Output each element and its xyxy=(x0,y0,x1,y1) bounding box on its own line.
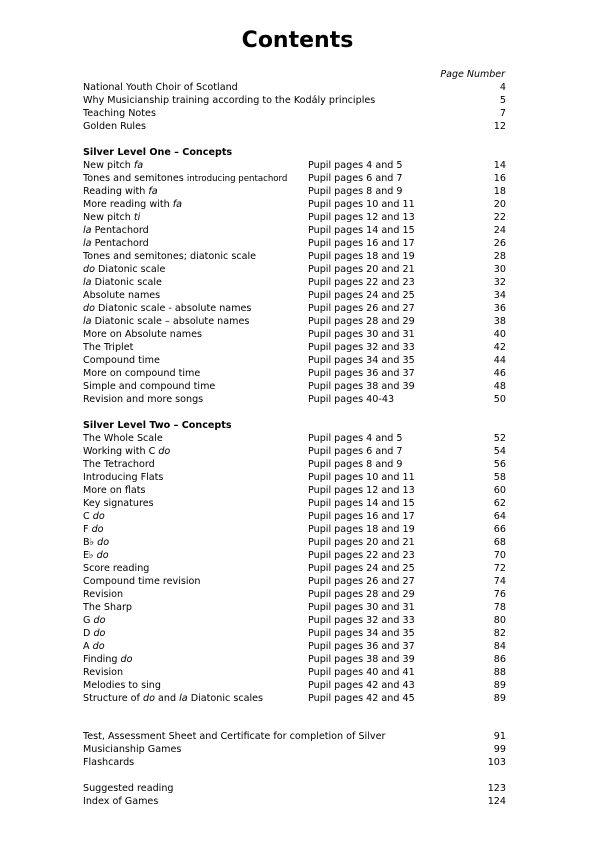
entry-title xyxy=(83,237,149,250)
pupil-pages: Pupil pages 16 and 17 xyxy=(308,238,415,249)
entry-title-part: Diatonic scale – absolute names xyxy=(91,316,250,327)
pupil-pages: Pupil pages 6 and 7 xyxy=(308,173,403,184)
entry-title-part: Introducing Flats xyxy=(83,472,164,483)
entry-title: Index of Games xyxy=(83,796,159,807)
entry-title xyxy=(83,471,163,484)
toc-entry xyxy=(83,367,506,380)
entry-title xyxy=(83,159,143,172)
entry-title xyxy=(83,367,200,380)
section-heading-label: Silver Level One – Concepts xyxy=(83,147,233,158)
pupil-pages: Pupil pages 30 and 31 xyxy=(308,329,415,340)
entry-title-part: New pitch xyxy=(83,212,134,223)
entry-title-part: la xyxy=(83,277,92,288)
pupil-pages: Pupil pages 6 and 7 xyxy=(308,446,403,457)
page-number: 12 xyxy=(493,121,506,132)
entry-title-part: ti xyxy=(133,212,141,223)
pupil-pages: Pupil pages 28 and 29 xyxy=(308,316,415,327)
entry-title-part: The Whole Scale xyxy=(83,433,163,444)
pupil-pages: Pupil pages 26 and 27 xyxy=(308,576,415,587)
page-number: 52 xyxy=(493,433,506,444)
entry-title xyxy=(83,432,163,445)
entry-title-part: Score reading xyxy=(83,563,150,574)
entry-title-part: Key signatures xyxy=(83,498,154,509)
page-number: 72 xyxy=(493,563,506,574)
page-number: 7 xyxy=(499,108,506,119)
toc-entry xyxy=(83,549,506,562)
page-number: 60 xyxy=(493,485,506,496)
pupil-pages: Pupil pages 30 and 31 xyxy=(308,602,415,613)
entry-title xyxy=(83,536,109,549)
entry-title-part: Finding xyxy=(83,654,121,665)
entry-title-part: Revision and more songs xyxy=(83,394,204,405)
entry-title-part: F xyxy=(83,524,92,535)
entry-title-part: Working with C xyxy=(83,446,159,457)
page-number: 124 xyxy=(487,796,506,807)
entry-title-part: la xyxy=(179,693,188,704)
toc-entry xyxy=(83,341,506,354)
pupil-pages: Pupil pages 8 and 9 xyxy=(308,186,403,197)
page-number: 88 xyxy=(493,667,506,678)
entry-title: Why Musicianship training according to the Kodály principles xyxy=(83,95,376,106)
toc-entry xyxy=(83,107,506,120)
toc-entry xyxy=(83,120,506,133)
entry-title xyxy=(83,380,215,393)
page-number: 30 xyxy=(493,264,506,275)
entry-title xyxy=(83,588,123,601)
pupil-pages: Pupil pages 14 and 15 xyxy=(308,225,415,236)
entry-title-part: Diatonic scale xyxy=(91,277,162,288)
entry-title-part: Reading with xyxy=(83,186,149,197)
page-number: 24 xyxy=(493,225,506,236)
toc-entry xyxy=(83,730,506,743)
page-number: 54 xyxy=(493,446,506,457)
entry-title xyxy=(83,172,287,186)
entry-title-part: Melodies to sing xyxy=(83,680,161,691)
toc-entry xyxy=(83,510,506,523)
page-number: 42 xyxy=(493,342,506,353)
section-heading xyxy=(83,146,506,159)
entry-title xyxy=(83,289,160,302)
entry-title-part: do xyxy=(83,303,95,314)
entry-title xyxy=(83,250,256,263)
pupil-pages: Pupil pages 38 and 39 xyxy=(308,381,415,392)
page-number: 28 xyxy=(493,251,506,262)
toc-entry xyxy=(83,562,506,575)
toc-entry xyxy=(83,536,506,549)
page-number: 22 xyxy=(493,212,506,223)
pupil-pages: Pupil pages 40-43 xyxy=(308,394,395,405)
entry-title xyxy=(83,614,105,627)
page-number: 26 xyxy=(493,238,506,249)
entry-title-part: do xyxy=(120,654,133,665)
entry-title-part: Absolute names xyxy=(83,290,161,301)
page-number: 36 xyxy=(493,303,506,314)
page-number: 50 xyxy=(493,394,506,405)
page-number: 76 xyxy=(493,589,506,600)
page-number: 20 xyxy=(493,199,506,210)
page-number: 84 xyxy=(493,641,506,652)
page-number: 89 xyxy=(493,680,506,691)
page-number: 70 xyxy=(493,550,506,561)
toc-entry xyxy=(83,523,506,536)
toc-entry xyxy=(83,795,506,808)
entry-title-part: Compound time xyxy=(83,355,160,366)
pupil-pages: Pupil pages 22 and 23 xyxy=(308,277,415,288)
toc-entry xyxy=(83,692,506,705)
toc-entry xyxy=(83,743,506,756)
toc-entry xyxy=(83,497,506,510)
pupil-pages: Pupil pages 32 and 33 xyxy=(308,342,415,353)
pupil-pages: Pupil pages 12 and 13 xyxy=(308,212,415,223)
page-number: 34 xyxy=(493,290,506,301)
entry-title: Test, Assessment Sheet and Certificate for completion of Silver xyxy=(83,731,386,742)
toc-entry xyxy=(83,94,506,107)
page-number: 38 xyxy=(493,316,506,327)
pupil-pages: Pupil pages 28 and 29 xyxy=(308,589,415,600)
entry-title-part: D xyxy=(83,628,94,639)
toc-entry xyxy=(83,211,506,224)
entry-title-part: More on compound time xyxy=(83,368,201,379)
page-number: 58 xyxy=(493,472,506,483)
entry-title: Musicianship Games xyxy=(83,744,182,755)
pupil-pages: Pupil pages 8 and 9 xyxy=(308,459,403,470)
entry-title xyxy=(83,224,149,237)
entry-title xyxy=(83,510,105,523)
entry-title-part: E♭ xyxy=(83,550,97,561)
toc-entry xyxy=(83,81,506,94)
toc-entry xyxy=(83,782,506,795)
entry-title xyxy=(83,198,182,211)
entry-title-part: do xyxy=(92,511,105,522)
entry-title xyxy=(83,627,105,640)
entry-title-part: Revision xyxy=(83,589,124,600)
pupil-pages: Pupil pages 34 and 35 xyxy=(308,628,415,639)
entry-title-part: fa xyxy=(148,186,158,197)
entry-title xyxy=(83,549,109,562)
toc-entry xyxy=(83,224,506,237)
pupil-pages: Pupil pages 10 and 11 xyxy=(308,472,415,483)
page-number: 86 xyxy=(493,654,506,665)
entry-title xyxy=(83,523,104,536)
page-number: 4 xyxy=(499,82,506,93)
entry-title-part: The Tetrachord xyxy=(83,459,155,470)
page-number: 48 xyxy=(493,381,506,392)
entry-title: Golden Rules xyxy=(83,121,146,132)
entry-title-part: G xyxy=(83,615,94,626)
toc-entry xyxy=(83,627,506,640)
entry-title-part: do xyxy=(97,537,110,548)
entry-title: Suggested reading xyxy=(83,783,174,794)
toc-entry xyxy=(83,315,506,328)
entry-title-part: do xyxy=(91,524,104,535)
entry-title-part: Tones and semitones; diatonic scale xyxy=(83,251,257,262)
page-number: 82 xyxy=(493,628,506,639)
toc-entry xyxy=(83,237,506,250)
entry-title xyxy=(83,640,105,653)
entry-title-part: More reading with xyxy=(83,199,173,210)
page-number: 123 xyxy=(487,783,506,794)
entry-title-part: do xyxy=(142,693,155,704)
entry-title xyxy=(83,458,155,471)
page-number: 46 xyxy=(493,368,506,379)
page-number: 14 xyxy=(493,160,506,171)
entry-title: Flashcards xyxy=(83,757,135,768)
toc-entry xyxy=(83,250,506,263)
page-number: 80 xyxy=(493,615,506,626)
entry-title-part: Compound time revision xyxy=(83,576,201,587)
entry-title xyxy=(83,341,133,354)
entry-title-part: Simple and compound time xyxy=(83,381,216,392)
entry-title xyxy=(83,263,165,276)
entry-title-part: A xyxy=(83,641,93,652)
entry-title xyxy=(83,211,140,224)
toc-entry xyxy=(83,679,506,692)
toc-entry xyxy=(83,653,506,666)
page-number: 16 xyxy=(493,173,506,184)
entry-title-part: More on Absolute names xyxy=(83,329,203,340)
pupil-pages: Pupil pages 26 and 27 xyxy=(308,303,415,314)
entry-title-part: Diatonic scales xyxy=(187,693,264,704)
toc-entry xyxy=(83,289,506,302)
pupil-pages: Pupil pages 24 and 25 xyxy=(308,290,415,301)
pupil-pages: Pupil pages 16 and 17 xyxy=(308,511,415,522)
page-number: 5 xyxy=(499,95,506,106)
entry-title xyxy=(83,692,263,705)
toc-entry xyxy=(83,354,506,367)
entry-title-part: fa xyxy=(172,199,182,210)
page-number: 64 xyxy=(493,511,506,522)
toc-entry xyxy=(83,172,506,185)
pupil-pages: Pupil pages 10 and 11 xyxy=(308,199,415,210)
entry-title xyxy=(83,393,203,406)
pupil-pages: Pupil pages 14 and 15 xyxy=(308,498,415,509)
toc-entry xyxy=(83,198,506,211)
entry-title-part: do xyxy=(83,264,95,275)
toc-entry xyxy=(83,263,506,276)
page-number: 78 xyxy=(493,602,506,613)
toc-entry xyxy=(83,588,506,601)
entry-title: Teaching Notes xyxy=(83,108,156,119)
page-number: 44 xyxy=(493,355,506,366)
page-number: 91 xyxy=(493,731,506,742)
entry-title xyxy=(83,653,133,666)
toc-entry xyxy=(83,432,506,445)
entry-title-part: and xyxy=(154,693,180,704)
entry-title: National Youth Choir of Scotland xyxy=(83,82,238,93)
toc-entry xyxy=(83,575,506,588)
toc-entry xyxy=(83,185,506,198)
entry-title xyxy=(83,484,146,497)
entry-title-part: do xyxy=(158,446,171,457)
toc-entry xyxy=(83,756,506,769)
pupil-pages: Pupil pages 4 and 5 xyxy=(308,433,403,444)
toc-entry xyxy=(83,302,506,315)
pupil-pages: Pupil pages 40 and 41 xyxy=(308,667,415,678)
toc-entry xyxy=(83,276,506,289)
entry-title xyxy=(83,445,170,458)
page-number: 99 xyxy=(493,744,506,755)
page-number: 68 xyxy=(493,537,506,548)
page-title: Contents xyxy=(241,28,354,53)
entry-title-part: More on flats xyxy=(83,485,146,496)
section-heading-label: Silver Level Two – Concepts xyxy=(83,420,232,431)
entry-title xyxy=(83,497,154,510)
entry-title-part: do xyxy=(96,550,109,561)
toc-entry xyxy=(83,328,506,341)
pupil-pages: Pupil pages 32 and 33 xyxy=(308,615,415,626)
pupil-pages: Pupil pages 22 and 23 xyxy=(308,550,415,561)
page-number: 62 xyxy=(493,498,506,509)
entry-title-part: New pitch xyxy=(83,160,134,171)
pupil-pages: Pupil pages 20 and 21 xyxy=(308,264,415,275)
page-number: 103 xyxy=(487,757,506,768)
toc-entry xyxy=(83,458,506,471)
toc-entry xyxy=(83,471,506,484)
entry-title xyxy=(83,562,149,575)
entry-title-part: The Triplet xyxy=(83,342,134,353)
entry-title-part: la xyxy=(83,225,92,236)
entry-title xyxy=(83,601,132,614)
toc-entry xyxy=(83,445,506,458)
entry-title-part: do xyxy=(93,628,106,639)
pupil-pages: Pupil pages 18 and 19 xyxy=(308,524,415,535)
entry-title-part: Pentachord xyxy=(91,225,149,236)
entry-title xyxy=(83,354,160,367)
entry-title xyxy=(83,328,202,341)
pupil-pages: Pupil pages 20 and 21 xyxy=(308,537,415,548)
toc-entry xyxy=(83,380,506,393)
toc-entry xyxy=(83,484,506,497)
entry-title-part: Revision xyxy=(83,667,124,678)
entry-title-part: Pentachord xyxy=(91,238,149,249)
page-number: 40 xyxy=(493,329,506,340)
pupil-pages: Pupil pages 36 and 37 xyxy=(308,641,415,652)
entry-title-part: do xyxy=(93,615,106,626)
toc-entry xyxy=(83,159,506,172)
entry-title-part: Tones and semitones xyxy=(83,173,187,184)
entry-title-part: introducing pentachord xyxy=(186,174,288,184)
entry-title-part: do xyxy=(92,641,105,652)
pupil-pages: Pupil pages 18 and 19 xyxy=(308,251,415,262)
entry-title xyxy=(83,276,162,289)
toc-entry xyxy=(83,614,506,627)
entry-title xyxy=(83,302,251,315)
page-number: 18 xyxy=(493,186,506,197)
entry-title-part: Diatonic scale xyxy=(94,264,166,275)
pupil-pages: Pupil pages 42 and 43 xyxy=(308,680,415,691)
entry-title-part: la xyxy=(83,316,92,327)
entry-title-part: la xyxy=(83,238,92,249)
entry-title-part: C xyxy=(83,511,93,522)
pupil-pages: Pupil pages 36 and 37 xyxy=(308,368,415,379)
pupil-pages: Pupil pages 38 and 39 xyxy=(308,654,415,665)
page-number: 32 xyxy=(493,277,506,288)
entry-title xyxy=(83,315,249,328)
page-number: 66 xyxy=(493,524,506,535)
entry-title-part: Diatonic scale - absolute names xyxy=(94,303,252,314)
page-number-header: Page Number xyxy=(440,69,505,80)
section-heading xyxy=(83,419,506,432)
page-number: 89 xyxy=(493,693,506,704)
entry-title xyxy=(83,575,201,588)
pupil-pages: Pupil pages 24 and 25 xyxy=(308,563,415,574)
toc-entry xyxy=(83,640,506,653)
page-number: 74 xyxy=(493,576,506,587)
entry-title xyxy=(83,666,123,679)
page-number: 56 xyxy=(493,459,506,470)
pupil-pages: Pupil pages 42 and 45 xyxy=(308,693,415,704)
toc-entry xyxy=(83,393,506,406)
entry-title xyxy=(83,679,161,692)
entry-title-part: Structure of xyxy=(83,693,143,704)
pupil-pages: Pupil pages 4 and 5 xyxy=(308,160,403,171)
entry-title xyxy=(83,185,158,198)
toc-entry xyxy=(83,666,506,679)
pupil-pages: Pupil pages 12 and 13 xyxy=(308,485,415,496)
entry-title-part: B♭ xyxy=(83,537,98,548)
entry-title-part: fa xyxy=(133,160,144,171)
toc-entry xyxy=(83,601,506,614)
entry-title-part: The Sharp xyxy=(83,602,132,613)
pupil-pages: Pupil pages 34 and 35 xyxy=(308,355,415,366)
